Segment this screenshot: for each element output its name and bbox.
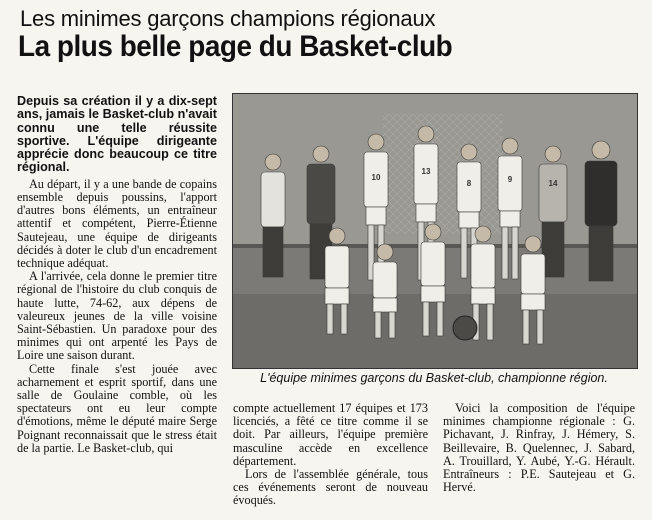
- article-headline: La plus belle page du Basket-club: [18, 30, 453, 63]
- body-paragraph: Lors de l'assemblée générale, tous ces événements seront de nouveau évoqués.: [233, 467, 428, 508]
- body-paragraph: compte actuellement 17 équipes et 173 licenciés, a fêté ce titre comme il se doit. Par ailleurs, l'équipe première masculine accède en excellence département.: [233, 401, 428, 468]
- team-photo-illustration: [233, 94, 637, 368]
- column-3: [443, 402, 635, 494]
- jersey-number: 13: [421, 167, 431, 176]
- column-2: [233, 402, 428, 508]
- article-kicker: Les minimes garçons champions régionaux: [20, 6, 436, 31]
- player-figure: [261, 154, 285, 277]
- jersey-number: 14: [548, 179, 558, 188]
- body-paragraph: Cette finale s'est jouée avec acharnement et esprit sportif, dans une salle de Goulaine comble, où les spectateurs ont eu leur compte d'émotions, même le député maire Serge Poignant reconnaissait que le stress était de la partie. Le Basket-club, qui: [17, 361, 217, 455]
- team-roster-paragraph: Voici la composition de l'équipe minimes championne régionale : G. Pichavant, J. Rinfray, J. Hémery, S. Beillevaire, B. Quelennec, J. Sabard, A. Trouillard, Y. Aubé, Y.-G. Hérault. Entraîneurs : P.E. Sautejeau et G. Hervé.: [443, 401, 635, 495]
- jersey-number: 9: [507, 175, 513, 184]
- body-paragraph: Au départ, il y a une bande de copains ensemble depuis poussins, l'apport d'autres bons éléments, un entraîneur attentif et compétent, Pierre-Étienne Sautejeau, une équipe de dirigeants décidés à doter le club d'un encadrement technique adéquat.: [17, 176, 217, 270]
- player-figure: [585, 141, 617, 281]
- body-paragraph: A l'arrivée, cela donne le premier titre régional de l'histoire du club conquis de haute lutte, 74-62, aux dépens de valeureux jeunes de la ville voisine Saint-Sébastien. Un paradoxe pour des minimes qui ont arpenté les Pays de Loire une saison durant.: [17, 269, 217, 363]
- basketball: [453, 316, 477, 340]
- lead-paragraph: Depuis sa création il y a dix-sept ans, jamais le Basket-club n'avait connu une telle réussite sportive. L'équipe dirigeante apprécie donc beaucoup ce titre régional.: [17, 94, 217, 175]
- jersey-number: 8: [466, 179, 472, 188]
- photo-caption: L'équipe minimes garçons du Basket-club, championne région.: [260, 371, 608, 385]
- jersey-number: 10: [371, 173, 381, 182]
- team-photo: [232, 93, 638, 369]
- column-1: [17, 95, 217, 455]
